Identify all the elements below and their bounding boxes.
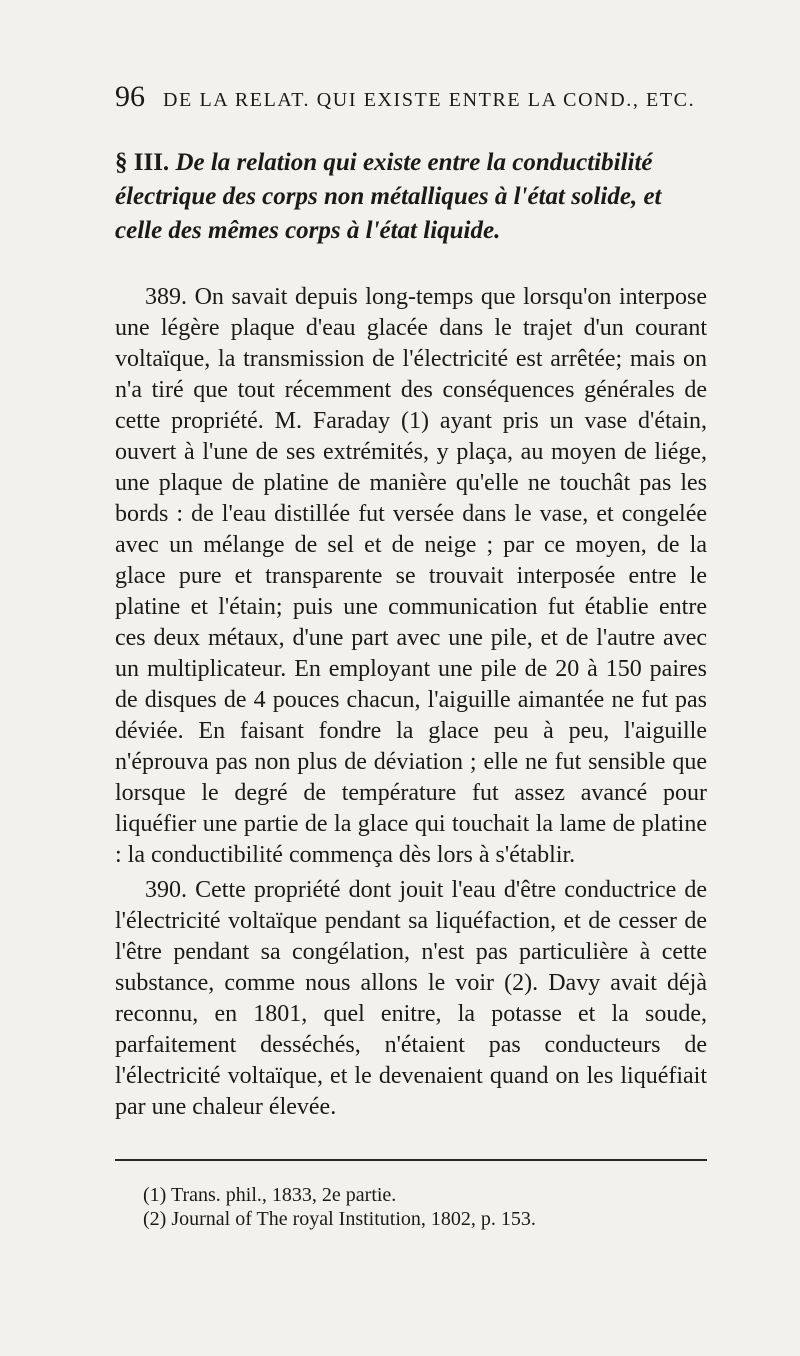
- page-number: 96: [115, 80, 145, 113]
- book-page: [115, 80, 707, 1231]
- section-heading: [115, 146, 707, 248]
- paragraph-389: 389. On savait depuis long-temps que lorsqu'on interpose une légère plaque d'eau glacée dans le trajet d'un courant voltaïque, la transmission de l'électricité est arrêtée; mais on n'a tiré que tout récemment des conséquences générales de cette propriété. M. Faraday (1) ayant pris un vase d'étain, ouvert à l'une de ses extrémités, y plaça, au moyen de liége, une plaque de platine de manière qu'elle ne touchât pas les bords : de l'eau distillée fut versée dans le vase, et congelée avec un mélange de sel et de neige ; par ce moyen, de la glace pure et transparente se trouvait interposée entre le platine et l'étain; puis une communication fut établie entre ces deux métaux, d'une part avec une pile, et de l'autre avec un multiplicateur. En employant une pile de 20 à 150 paires de disques de 4 pouces chacun, l'aiguille aimantée ne fut pas déviée. En faisant fondre la glace peu à peu, l'aiguille n'éprouva pas non plus de déviation ; elle ne fut sensible que lorsque le degré de température fut assez avancé pour liquéfier une partie de la glace qui touchait la lame de platine : la conductibilité commença dès lors à s'établir.: [115, 284, 707, 868]
- paragraph-390: 390. Cette propriété dont jouit l'eau d'être conductrice de l'électricité voltaïque pendant sa liquéfaction, et de cesser de l'être pendant sa congélation, n'est pas particulière à cette substance, comme nous allons le voir (2). Davy avait déjà reconnu, en 1801, quel enitre, la potasse et la soude, parfaitement desséchés, n'étaient pas conducteurs de l'électricité voltaïque, et le devenaient quand on les liquéfiait par une chaleur élevée.: [115, 877, 707, 1120]
- footnote-1: (1) Trans. phil., 1833, 2e partie.: [143, 1184, 397, 1206]
- running-title: DE LA RELAT. QUI EXISTE ENTRE LA COND., ETC.: [163, 89, 696, 111]
- section-label: § III.: [115, 149, 170, 176]
- footnote-2: (2) Journal of The royal Institution, 1802, p. 153.: [143, 1208, 536, 1230]
- footnote-rule: [115, 1159, 707, 1161]
- section-title: De la relation qui existe entre la conductibilité électrique des corps non métalliques à l'état solide, et celle des mêmes corps à l'état liquide.: [115, 149, 662, 244]
- running-head: [115, 80, 707, 114]
